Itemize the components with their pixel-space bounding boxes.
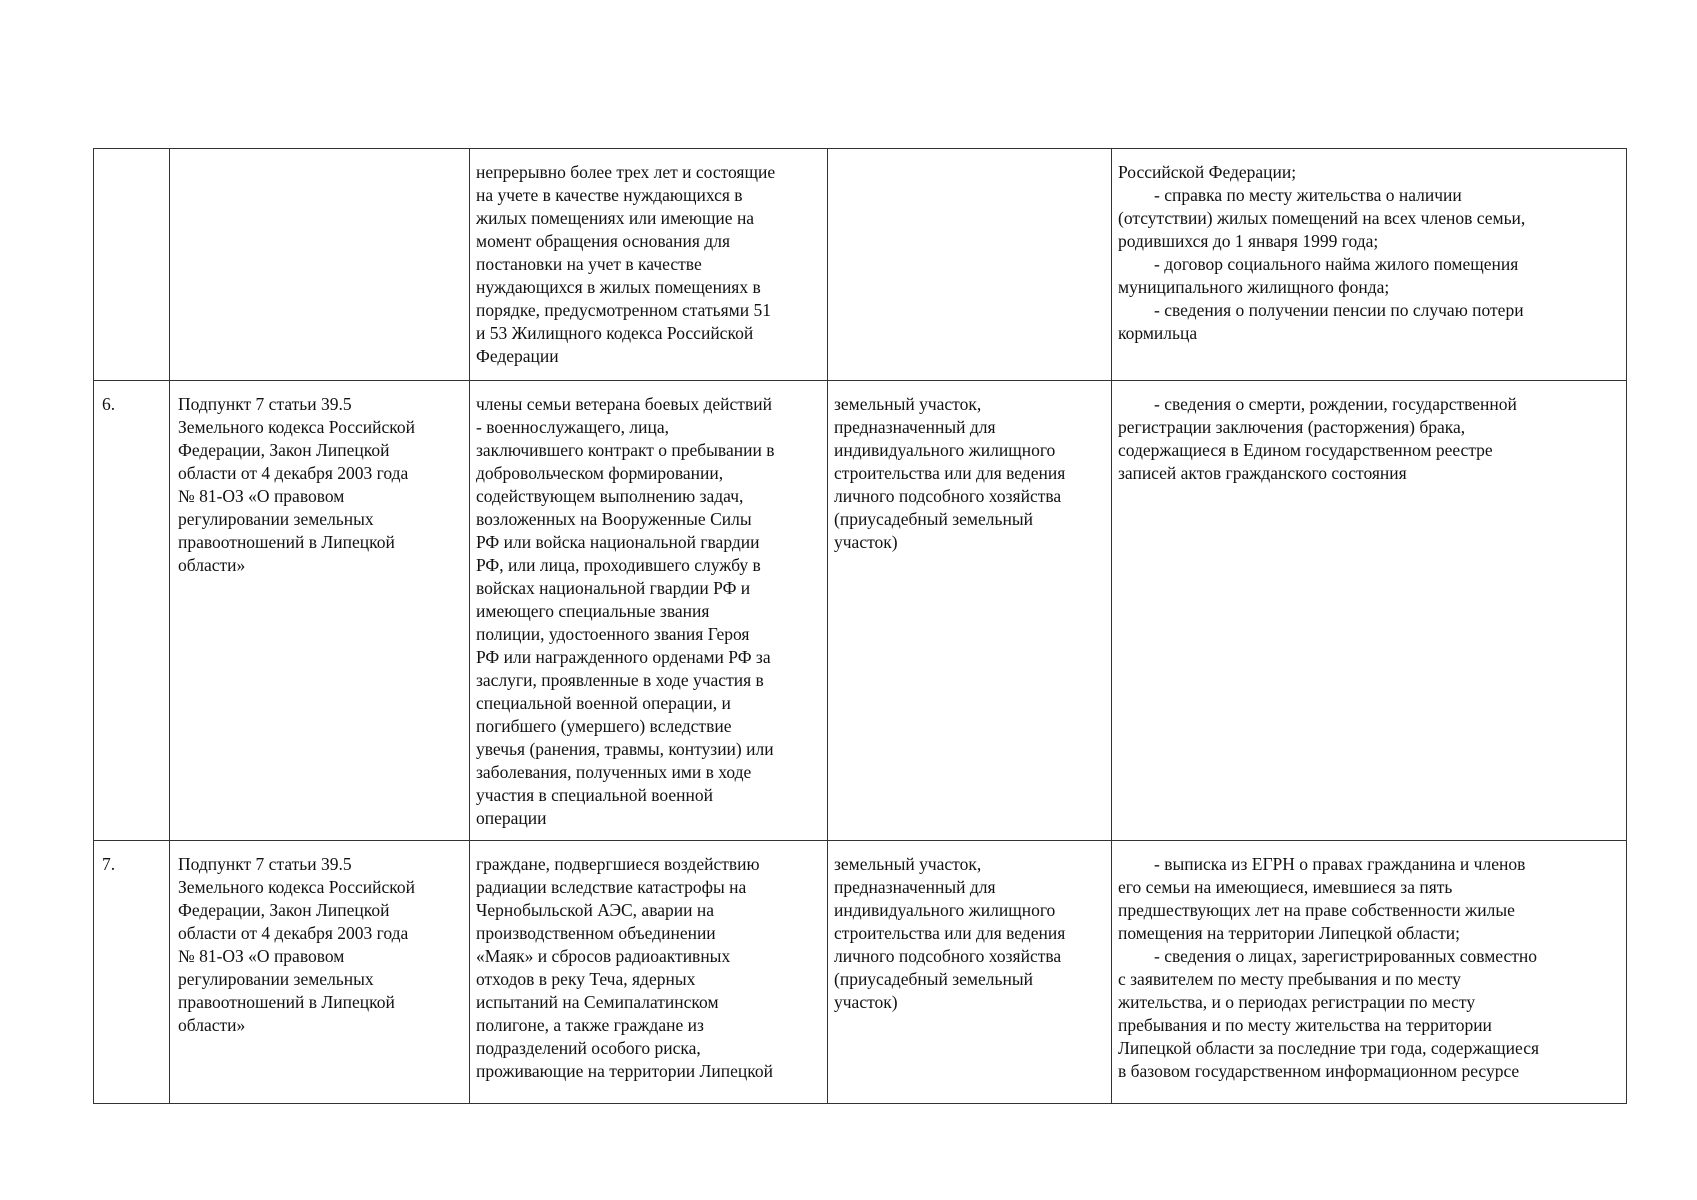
recipients-line: граждане, подвергшиеся воздействию (476, 854, 760, 874)
recipients-cell (470, 381, 828, 841)
row-number-cell (94, 381, 170, 841)
row-number: 7. (102, 854, 116, 874)
recipients-line: полиции, удостоенного звания Героя (476, 624, 750, 644)
recipients-line: радиации вследствие катастрофы на (476, 877, 747, 897)
recipients-line: проживающие на территории Липецкой (476, 1061, 774, 1081)
recipients-line: испытаний на Семипалатинском (476, 992, 719, 1012)
documents-line: в базовом государственном информационном ресурсе (1118, 1061, 1520, 1081)
legal-line: области от 4 декабря 2003 года (178, 463, 409, 483)
legal-line: Подпункт 7 статьи 39.5 (178, 394, 352, 414)
recipients-line: члены семьи ветерана боевых действий (476, 394, 772, 414)
purpose-line: строительства или для ведения (834, 463, 1066, 483)
documents-line: содержащиеся в Едином государственном реестре (1118, 440, 1493, 460)
documents-line: кормильца (1118, 323, 1198, 343)
recipients-line: специальной военной операции, и (476, 693, 731, 713)
legal-basis-cell (170, 381, 470, 841)
purpose-line: (приусадебный земельный (834, 969, 1033, 989)
recipients-line: участия в специальной военной (476, 785, 714, 805)
recipients-line: момент обращения основания для (476, 231, 730, 251)
legal-line: № 81-ОЗ «О правовом (178, 486, 345, 506)
recipients-line: производственном объединении (476, 923, 716, 943)
recipients-line: на учете в качестве нуждающихся в (476, 185, 743, 205)
documents-line: - сведения о лицах, зарегистрированных совместно (1154, 946, 1538, 966)
land-purpose-cell (828, 841, 1112, 1104)
recipients-line: РФ, или лица, проходившего службу в (476, 555, 761, 575)
legal-line: области» (178, 1015, 246, 1035)
purpose-line: участок) (834, 992, 898, 1012)
row-number-cell (94, 841, 170, 1104)
documents-line: помещения на территории Липецкой области; (1118, 923, 1461, 943)
legal-line: области от 4 декабря 2003 года (178, 923, 409, 943)
legal-basis-cell (170, 841, 470, 1104)
recipients-line: полигоне, а также граждане из (476, 1015, 704, 1035)
recipients-cell (470, 149, 828, 381)
recipients-line: подразделений особого риска, (476, 1038, 701, 1058)
legal-line: Земельного кодекса Российской (178, 877, 416, 897)
land-purpose-cell (828, 381, 1112, 841)
row-number: 6. (102, 394, 116, 414)
recipients-cell (470, 841, 828, 1104)
recipients-line: постановки на учет в качестве (476, 254, 702, 274)
documents-cell (1112, 149, 1627, 381)
documents-line: родившихся до 1 января 1999 года; (1118, 231, 1379, 251)
recipients-line: содействующем выполнению задач, (476, 486, 744, 506)
purpose-line: (приусадебный земельный (834, 509, 1033, 529)
table-row (94, 381, 1627, 841)
recipients-line: непрерывно более трех лет и состоящие (476, 162, 776, 182)
table-row (94, 149, 1627, 381)
legal-line: регулировании земельных (178, 969, 374, 989)
recipients-line: порядке, предусмотренном статьями 51 (476, 300, 771, 320)
legal-line: регулировании земельных (178, 509, 374, 529)
recipients-line: имеющего специальные звания (476, 601, 710, 621)
documents-line: (отсутствии) жилых помещений на всех членов семьи, (1118, 208, 1526, 228)
recipients-line: увечья (ранения, травмы, контузии) или (476, 739, 774, 759)
legal-line: Подпункт 7 статьи 39.5 (178, 854, 352, 874)
recipients-line: погибшего (умершего) вследствие (476, 716, 732, 736)
land-grant-table (93, 148, 1627, 1104)
row-number-cell (94, 149, 170, 381)
recipients-line: «Маяк» и сбросов радиоактивных (476, 946, 731, 966)
legal-line: № 81-ОЗ «О правовом (178, 946, 345, 966)
purpose-line: предназначенный для (834, 417, 996, 437)
documents-line: с заявителем по месту пребывания и по месту (1118, 969, 1461, 989)
recipients-line: РФ или войска национальной гвардии (476, 532, 760, 552)
recipients-line: возложенных на Вооруженные Силы (476, 509, 752, 529)
recipients-line: - военнослужащего, лица, (476, 417, 669, 437)
recipients-line: операции (476, 808, 547, 828)
legal-line: Федерации, Закон Липецкой (178, 900, 390, 920)
legal-line: области» (178, 555, 246, 575)
legal-line: правоотношений в Липецкой (178, 532, 395, 552)
purpose-line: участок) (834, 532, 898, 552)
documents-line: - сведения о смерти, рождении, государственной (1154, 394, 1517, 414)
recipients-line: заслуги, проявленные в ходе участия в (476, 670, 764, 690)
documents-line: Российской Федерации; (1118, 162, 1297, 182)
recipients-line: Федерации (476, 346, 559, 366)
legal-line: Земельного кодекса Российской (178, 417, 416, 437)
documents-line: предшествующих лет на праве собственности жилые (1118, 900, 1515, 920)
purpose-line: предназначенный для (834, 877, 996, 897)
documents-line: его семьи на имеющиеся, имевшиеся за пять (1118, 877, 1453, 897)
table-row (94, 841, 1627, 1104)
purpose-line: личного подсобного хозяйства (834, 946, 1062, 966)
documents-line: записей актов гражданского состояния (1118, 463, 1407, 483)
purpose-line: земельный участок, (834, 394, 982, 414)
documents-line: - договор социального найма жилого помещения (1154, 254, 1519, 274)
recipients-line: войсках национальной гвардии РФ и (476, 578, 751, 598)
documents-line: регистрации заключения (расторжения) брака, (1118, 417, 1466, 437)
recipients-line: заболевания, полученных ими в ходе (476, 762, 752, 782)
recipients-line: заключившего контракт о пребывании в (476, 440, 775, 460)
recipients-line: жилых помещениях или имеющие на (476, 208, 755, 228)
legal-basis-cell (170, 149, 470, 381)
recipients-line: добровольческом формировании, (476, 463, 724, 483)
purpose-line: индивидуального жилищного (834, 900, 1056, 920)
documents-line: жительства, и о периодах регистрации по месту (1118, 992, 1476, 1012)
purpose-line: строительства или для ведения (834, 923, 1066, 943)
legal-line: правоотношений в Липецкой (178, 992, 395, 1012)
recipients-line: отходов в реку Теча, ядерных (476, 969, 696, 989)
documents-cell (1112, 841, 1627, 1104)
legal-line: Федерации, Закон Липецкой (178, 440, 390, 460)
recipients-line: нуждающихся в жилых помещениях в (476, 277, 761, 297)
documents-cell (1112, 381, 1627, 841)
purpose-line: личного подсобного хозяйства (834, 486, 1062, 506)
documents-line: пребывания и по месту жительства на территории (1118, 1015, 1492, 1035)
documents-line: - сведения о получении пенсии по случаю потери (1154, 300, 1524, 320)
documents-line: - справка по месту жительства о наличии (1154, 185, 1462, 205)
recipients-line: Чернобыльской АЭС, аварии на (476, 900, 714, 920)
documents-line: - выписка из ЕГРН о правах гражданина и членов (1154, 854, 1526, 874)
documents-line: Липецкой области за последние три года, содержащиеся (1118, 1038, 1540, 1058)
purpose-line: индивидуального жилищного (834, 440, 1056, 460)
land-purpose-cell (828, 149, 1112, 381)
purpose-line: земельный участок, (834, 854, 982, 874)
documents-line: муниципального жилищного фонда; (1118, 277, 1390, 297)
recipients-line: и 53 Жилищного кодекса Российской (476, 323, 754, 343)
recipients-line: РФ или награжденного орденами РФ за (476, 647, 771, 667)
